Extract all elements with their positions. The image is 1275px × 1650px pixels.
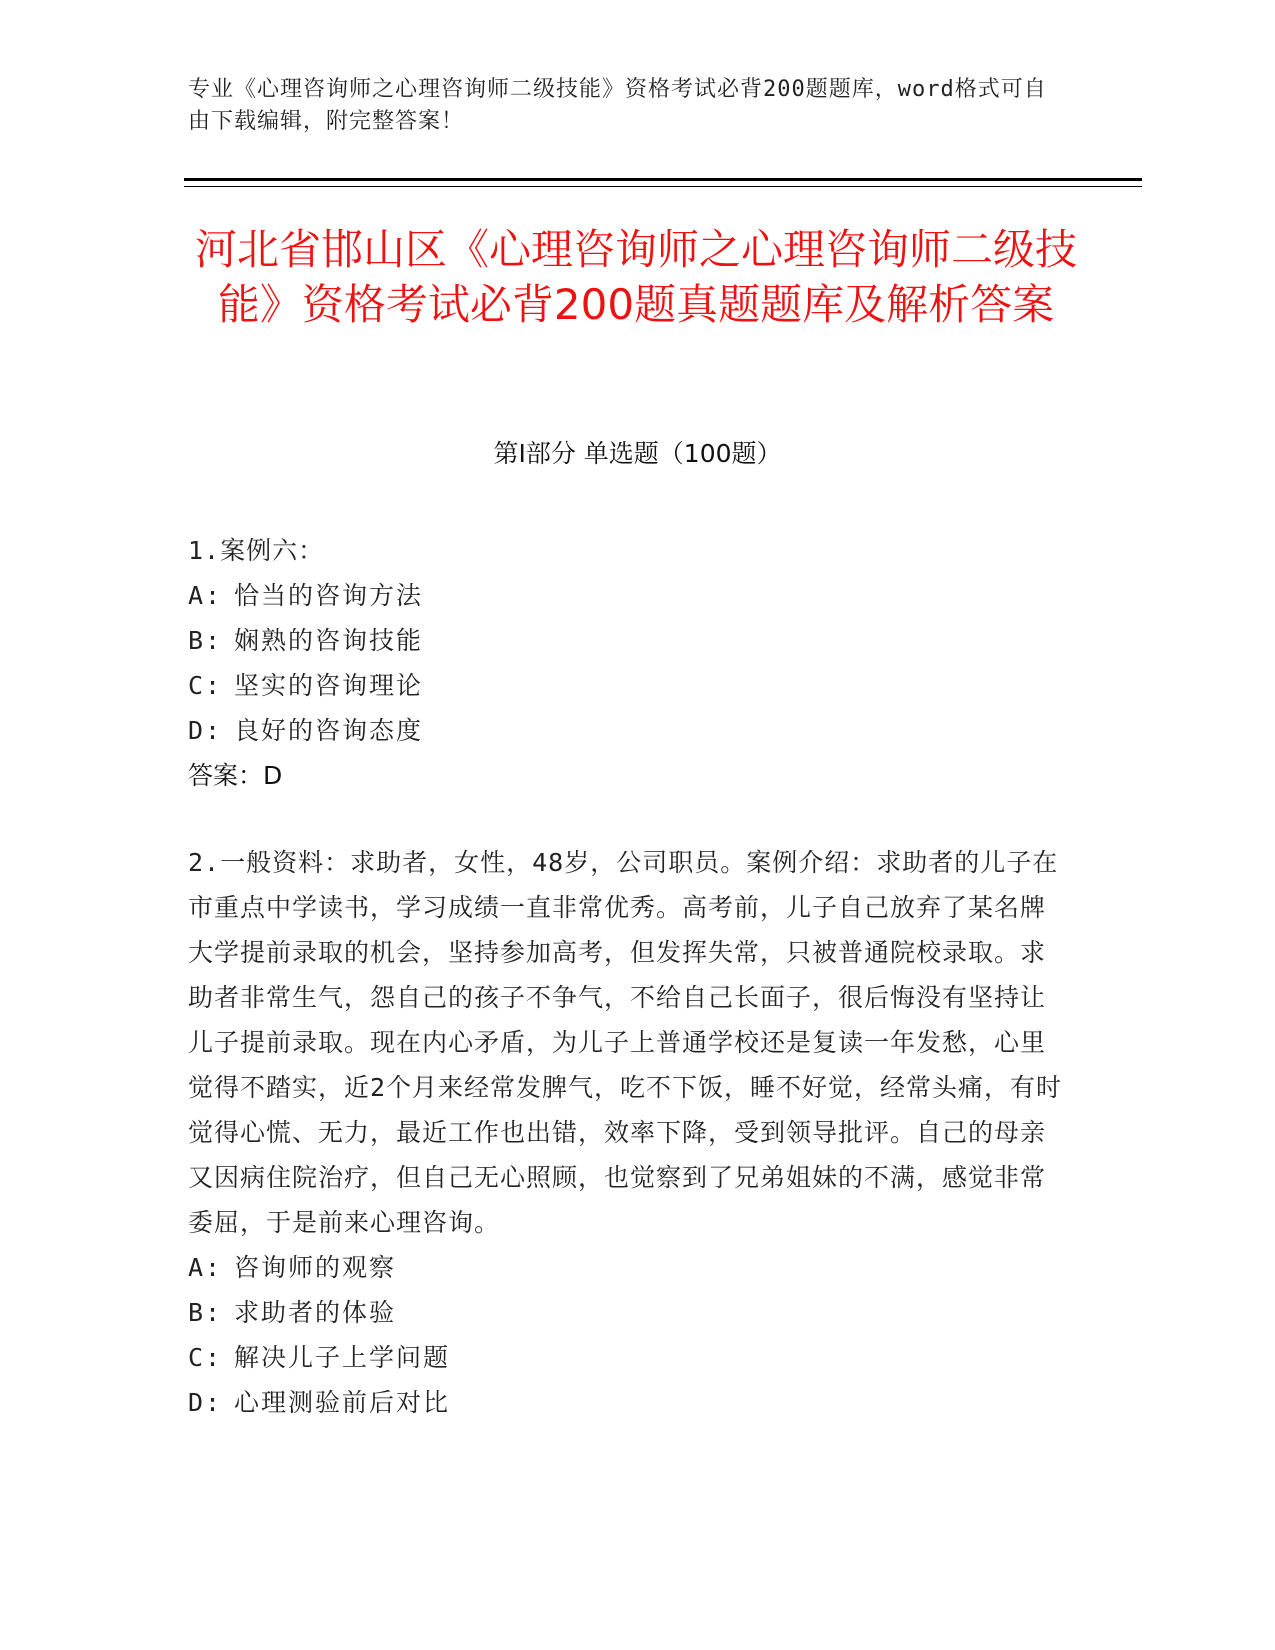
option-d bbox=[188, 1380, 1068, 1425]
option-a bbox=[188, 573, 1068, 618]
answer-line: 答案：D bbox=[188, 761, 283, 790]
option-text: 恰当的咨询方法 bbox=[234, 581, 424, 610]
header-note: 专业《心理咨询师之心理咨询师二级技能》资格考试必背200题题库，word格式可自由下载编辑，附完整答案！ bbox=[188, 77, 1047, 134]
option-key: A: bbox=[188, 1253, 223, 1282]
option-text: 心理测验前后对比 bbox=[234, 1388, 451, 1417]
option-text: 娴熟的咨询技能 bbox=[234, 626, 424, 655]
option-text: 坚实的咨询理论 bbox=[234, 671, 424, 700]
option-key: B: bbox=[188, 626, 223, 655]
option-key: C: bbox=[188, 671, 223, 700]
section-heading: 第Ⅰ部分 单选题（100题） bbox=[493, 439, 782, 468]
question-1 bbox=[188, 528, 1068, 798]
option-key: D: bbox=[188, 1388, 223, 1417]
option-b bbox=[188, 1290, 1068, 1335]
option-key: A: bbox=[188, 581, 223, 610]
question-2 bbox=[188, 840, 1068, 1425]
option-key: D: bbox=[188, 716, 223, 745]
option-b bbox=[188, 618, 1068, 663]
question-stem: 2.一般资料：求助者，女性，48岁，公司职员。案例介绍：求助者的儿子在市重点中学读书，学习成绩一直非常优秀。高考前，儿子自己放弃了某名牌大学提前录取的机会，坚持参加高考，但发挥失常，只被普通院校录取。求助者非常生气，怨自己的孩子不争气，不给自己长面子，很后悔没有坚持让儿子提前录取。现在内心矛盾，为儿子上普通学校还是复读一年发愁，心里觉得不踏实，近2个月来经常发脾气，吃不下饭，睡不好觉，经常头痛，有时觉得心慌、无力，最近工作也出错，效率下降，受到领导批评。自己的母亲又因病住院治疗，但自己无心照顾，也觉察到了兄弟姐妹的不满，感觉非常委屈，于是前来心理咨询。 bbox=[188, 848, 1063, 1237]
option-key: B: bbox=[188, 1298, 223, 1327]
option-text: 良好的咨询态度 bbox=[234, 716, 424, 745]
option-text: 咨询师的观察 bbox=[234, 1253, 397, 1282]
option-a bbox=[188, 1245, 1068, 1290]
option-text: 求助者的体验 bbox=[234, 1298, 397, 1327]
option-d bbox=[188, 708, 1068, 753]
question-stem: 1.案例六： bbox=[188, 536, 325, 565]
option-c bbox=[188, 1335, 1068, 1380]
option-c bbox=[188, 663, 1068, 708]
option-key: C: bbox=[188, 1343, 223, 1372]
header-rule-thick bbox=[184, 178, 1142, 181]
document-title: 河北省邯山区《心理咨询师之心理咨询师二级技能》资格考试必背200题真题题库及解析答案 bbox=[194, 225, 1077, 329]
header-rule-thin bbox=[184, 186, 1142, 187]
option-text: 解决儿子上学问题 bbox=[234, 1343, 451, 1372]
